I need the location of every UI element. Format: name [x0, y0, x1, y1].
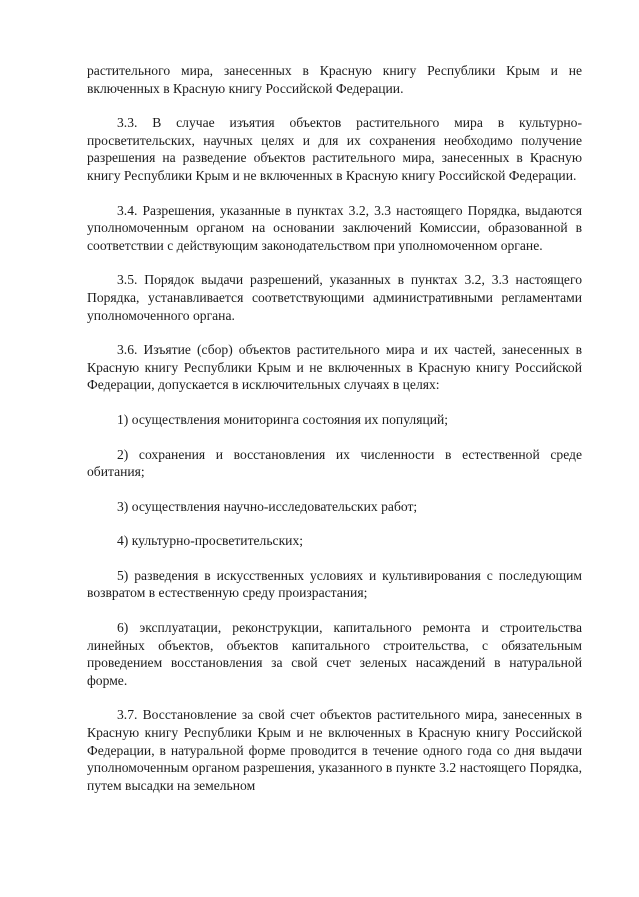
list-item-3: 3) осуществления научно-исследовательских работ; — [117, 498, 418, 514]
paragraph-3-3: 3.3. В случае изъятия объектов растительного мира в культурно-просветительских, научных целях и для их сохранения необходимо получение разрешения на разведение объектов растительного мира, занесенных в Красную книгу Республики Крым и не включенных в Красную книгу Российской Федерации. — [87, 115, 582, 183]
list-item-4: 4) культурно-просветительских; — [117, 533, 304, 549]
list-item-6: 6) эксплуатации, реконструкции, капитального ремонта и строительства линейных объектов, объектов капитального строительства, с обязательным проведением восстановления за свой счет зеленых насаждений в натуральной форме. — [87, 620, 582, 688]
paragraph-3-6: 3.6. Изъятие (сбор) объектов растительного мира и их частей, занесенных в Красную книгу Республики Крым и не включенных в Красную книгу Российской Федерации, допускается в исключительных случаях в целях: — [87, 342, 582, 393]
document-body — [87, 62, 582, 794]
list-item-5: 5) разведения в искусственных условиях и культивирования с последующим возвратом в естественную среду произрастания; — [87, 567, 582, 601]
paragraph-continuation: растительного мира, занесенных в Красную книгу Республики Крым и не включенных в Красную книгу Российской Федерации. — [87, 63, 582, 96]
list-item-2: 2) сохранения и восстановления их численности в естественной среде обитания; — [87, 446, 582, 480]
list-item-1: 1) осуществления мониторинга состояния их популяций; — [117, 411, 449, 427]
paragraph-3-5: 3.5. Порядок выдачи разрешений, указанных в пунктах 3.2, 3.3 настоящего Порядка, устанавливается соответствующими административными регламентами уполномоченного органа. — [87, 272, 582, 323]
paragraph-3-7: 3.7. Восстановление за свой счет объектов растительного мира, занесенных в Красную книгу Республики Крым и не включенных в Красную книгу Российской Федерации, в натуральной форме проводится в течение одного года со дня выдачи уполномоченным органом разрешения, указанного в пункте 3.2 настоящего Порядка, путем высадки на земельном — [87, 707, 582, 793]
paragraph-3-4: 3.4. Разрешения, указанные в пунктах 3.2, 3.3 настоящего Порядка, выдаются уполномоченным органом на основании заключений Комиссии, образованной в соответствии с действующим законодательством при уполномоченном органе. — [87, 202, 582, 253]
